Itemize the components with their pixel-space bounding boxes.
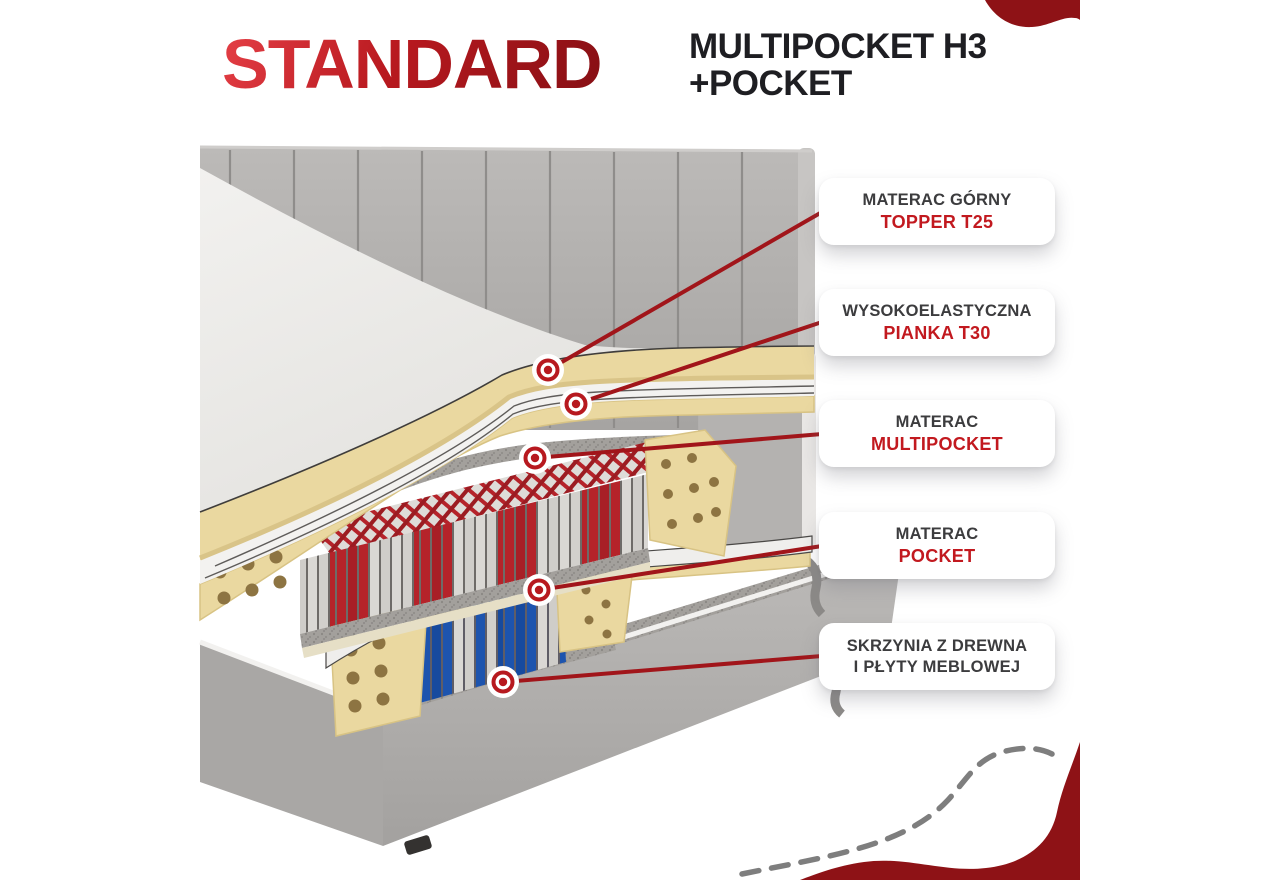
label-line1: SKRZYNIA Z DREWNA [846,636,1028,655]
label-line2: I PŁYTY MEBLOWEJ [853,657,1021,676]
page-title: STANDARD [222,25,602,103]
label-pianka [819,289,1055,356]
marker-skrzynia-icon [487,666,519,698]
label-line2: TOPPER T25 [880,211,994,232]
subtitle-line1: MULTIPOCKET H3 [689,27,987,66]
marker-multipocket-icon [519,442,551,474]
label-line1: MATERAC GÓRNY [862,190,1012,209]
label-topper [819,178,1055,245]
page-subtitle [689,28,987,102]
label-line2: MULTIPOCKET [871,433,1003,454]
bed-foot [404,835,433,856]
subtitle-line2: +POCKET [689,64,852,104]
marker-pianka-icon [560,388,592,420]
label-skrzynia [819,623,1055,690]
marker-pocket-icon [523,574,555,606]
label-line1: WYSOKOELASTYCZNA [842,301,1032,320]
label-line1: MATERAC [895,524,979,543]
label-pocket [819,512,1055,579]
corner-blob-top-right [985,0,1080,27]
dashed-curve [742,748,1052,874]
label-multipocket [819,400,1055,467]
label-line2: PIANKA T30 [883,322,991,343]
label-line2: POCKET [898,545,976,566]
marker-topper-icon [532,354,564,386]
label-line1: MATERAC [895,412,979,431]
